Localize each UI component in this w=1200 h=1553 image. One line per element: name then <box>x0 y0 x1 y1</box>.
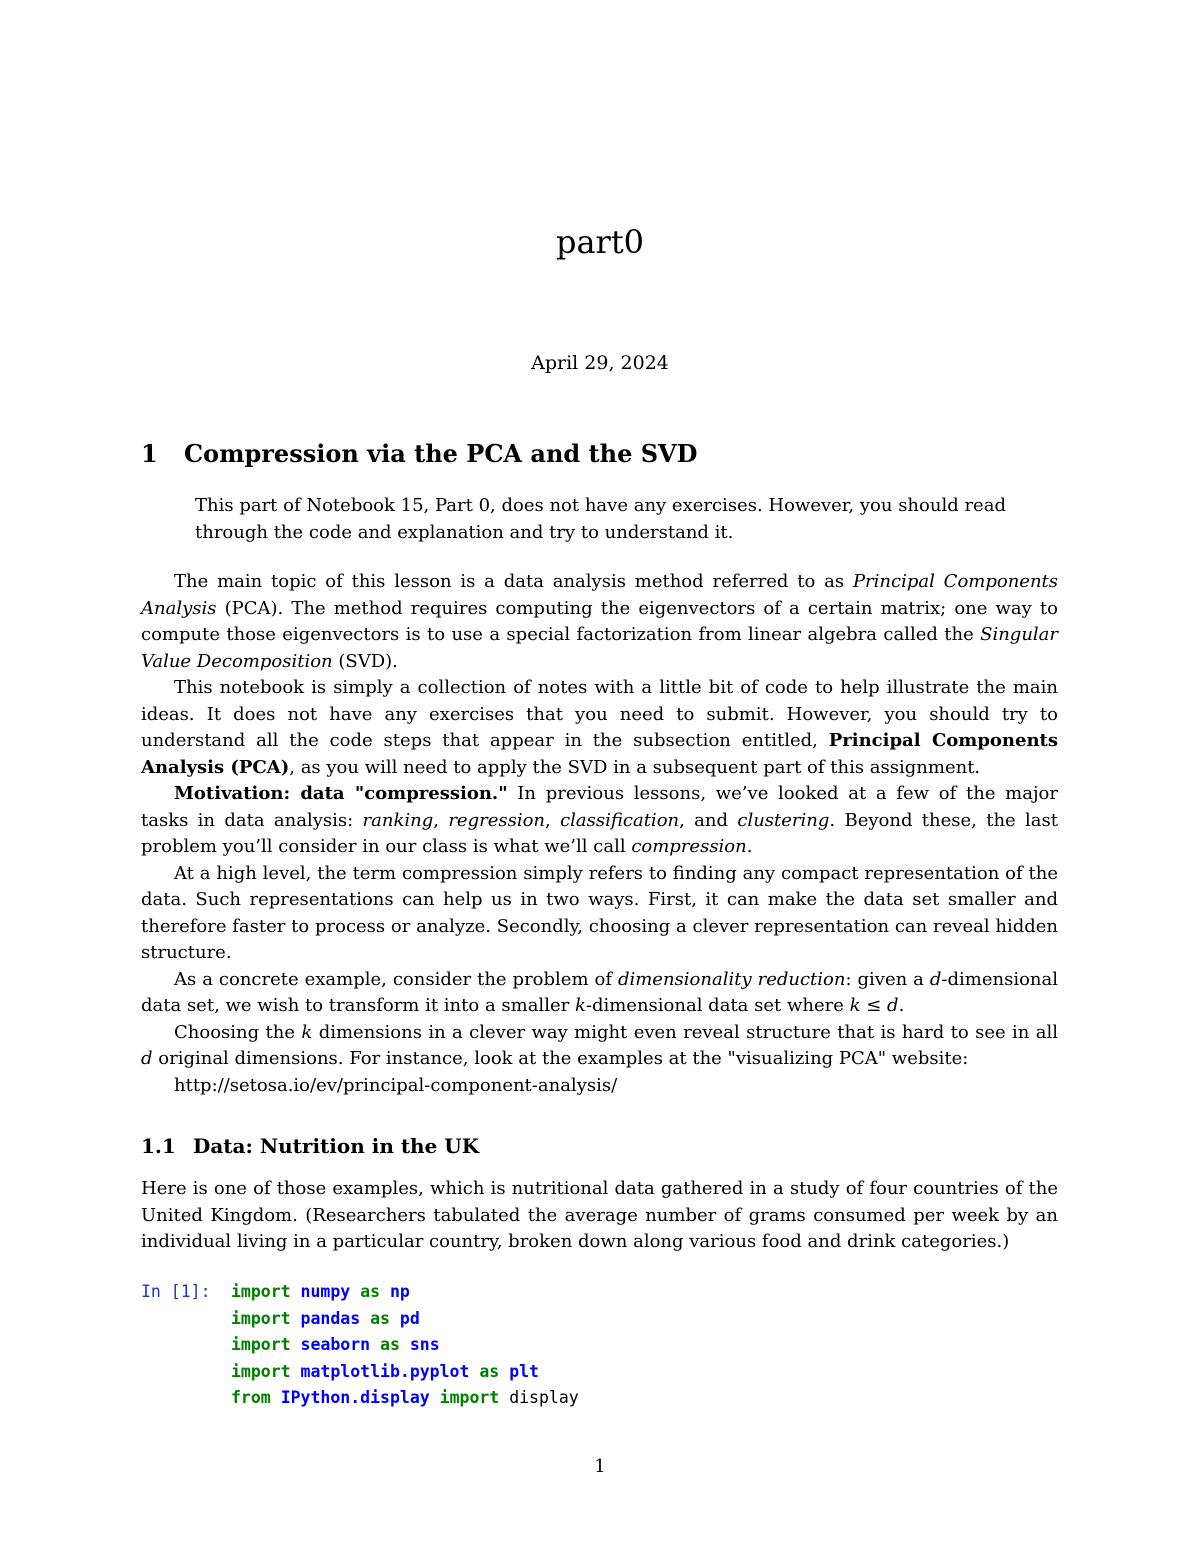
term-clustering: clustering <box>737 809 830 831</box>
text-run: original dimensions. For instance, look at the examples at the "visualizing PCA" website: <box>152 1048 969 1069</box>
module-alias: pd <box>399 1308 420 1328</box>
keyword: import <box>439 1388 500 1408</box>
text-run: -dimensional data set, we wish to transform it into a smaller <box>141 968 1058 1016</box>
math-leq: ≤ <box>860 995 888 1016</box>
code-line <box>141 1359 579 1386</box>
text-run: , and <box>679 809 738 831</box>
term-ranking: ranking <box>362 809 434 831</box>
math-var-d: d <box>887 995 899 1016</box>
math-var-k: k <box>574 995 586 1016</box>
term-compression: compression <box>631 836 747 857</box>
code-cell <box>141 1279 579 1412</box>
text-run: , as you will need to apply the SVD in a subsequent part of this assignment. <box>289 756 981 778</box>
text-run: . <box>746 836 753 857</box>
keyword: import <box>231 1335 291 1355</box>
code-space <box>291 1362 301 1381</box>
module-alias: plt <box>509 1361 539 1381</box>
keyword: import <box>231 1282 291 1301</box>
motivation-label: Motivation: data "compression." <box>174 783 508 804</box>
math-var-k: k <box>849 995 861 1016</box>
text-run: . <box>898 995 905 1016</box>
code-space <box>430 1388 440 1407</box>
code-space <box>291 1309 301 1328</box>
code-space <box>360 1309 370 1328</box>
keyword: from <box>231 1388 271 1408</box>
code-space <box>390 1309 400 1328</box>
text-run: : given a <box>845 968 930 990</box>
imported-name: display <box>509 1388 579 1408</box>
module-alias: np <box>389 1282 410 1301</box>
code-space <box>499 1362 509 1381</box>
code-space <box>400 1335 410 1354</box>
keyword: import <box>231 1308 291 1328</box>
keyword: as <box>380 1335 400 1355</box>
code-space <box>499 1388 509 1407</box>
code-line <box>141 1279 579 1306</box>
module-alias: sns <box>409 1335 440 1355</box>
module-name: pandas <box>300 1308 361 1328</box>
paragraph-motivation <box>141 781 1058 861</box>
setosa-link[interactable]: http://setosa.io/ev/principal-component-analysis/ <box>174 1074 618 1096</box>
term-pca: Principal Components Analysis <box>141 571 1059 619</box>
paragraph-notebook-purpose <box>141 675 1058 781</box>
code-space <box>271 1388 281 1407</box>
text-run: (PCA). The method requires computing the eigenvectors of a certain matrix; one way to compute those eigenvectors is to use a special factorization from linear algebra called the <box>141 597 1058 645</box>
code-space <box>370 1335 380 1354</box>
keyword: as <box>360 1282 381 1301</box>
section-number: 1 <box>141 439 158 468</box>
section-title: Compression via the PCA and the SVD <box>184 439 698 468</box>
document-title: part0 <box>555 223 645 261</box>
paragraph-nutrition-data: Here is one of those examples, which is nutritional data gathered in a study of four countries of the United Kingdom. (Researchers tabulated the average number of grams consumed per week by an individual living in a particular country, broken down along various food and drink categories.) <box>141 1178 1058 1252</box>
paragraph-dimensionality <box>141 967 1058 1020</box>
term-dimensionality-reduction: dimensionality reduction <box>617 968 846 990</box>
code-line <box>141 1332 579 1359</box>
term-classification: classification <box>560 809 680 831</box>
term-regression: regression <box>448 809 546 831</box>
math-var-d: d <box>141 1048 153 1069</box>
code-space <box>291 1282 301 1301</box>
text-run: Choosing the <box>174 1021 302 1043</box>
keyword: import <box>231 1361 291 1381</box>
text-run: In previous lessons, we’ve looked at a few of the major tasks in data analysis: <box>141 783 1058 831</box>
body-text <box>141 569 1058 1099</box>
text-run: , <box>545 809 561 831</box>
module-name: seaborn <box>300 1335 371 1355</box>
text-run: , <box>433 809 449 831</box>
code-space <box>380 1282 390 1301</box>
intro-note: This part of Notebook 15, Part 0, does not have any exercises. However, you should read through the code and explanation and try to understand it. <box>195 495 1006 543</box>
paragraph-compression-definition: At a high level, the term compression simply refers to finding any compact representation of the data. Such representations can help us in two ways. First, it can make the data set smaller and therefore faster to process or analyze. Secondly, choosing a clever representation can reveal hidden structure. <box>141 862 1058 963</box>
module-name: matplotlib.pyplot <box>300 1361 470 1381</box>
code-line <box>141 1306 579 1333</box>
text-run: This notebook is simply a collection of notes with a little bit of code to help illustrate the main ideas. It does not have any exercises that you need to submit. However, you should try to understand all the code steps that appear in the subsection entitled, <box>141 677 1058 751</box>
module-name: IPython.display <box>280 1388 430 1408</box>
text-run: The main topic of this lesson is a data analysis method referred to as <box>174 571 853 592</box>
code-space <box>291 1335 301 1354</box>
code-space <box>469 1362 479 1381</box>
keyword: as <box>370 1308 390 1328</box>
text-run: . Beyond these, the last problem you’ll consider in our class is what we’ll call <box>141 809 1058 857</box>
section-heading <box>141 438 697 470</box>
math-var-d: d <box>929 968 942 990</box>
subsection-heading <box>141 1132 479 1160</box>
document-date: April 29, 2024 <box>531 352 669 374</box>
math-var-k: k <box>301 1021 313 1043</box>
paragraph-pca-intro <box>141 569 1058 675</box>
code-space <box>350 1282 360 1301</box>
page-number: 1 <box>594 1456 606 1477</box>
text-run: -dimensional data set where <box>585 995 850 1016</box>
paragraph-visualizing <box>141 1020 1058 1073</box>
text-run: As a concrete example, consider the problem of <box>174 968 618 990</box>
subsection-reference: Principal Components Analysis (PCA) <box>141 730 1058 778</box>
module-name: numpy <box>300 1282 351 1301</box>
text-run: (SVD). <box>332 650 398 672</box>
keyword: as <box>479 1361 500 1381</box>
input-prompt: In [1]: <box>141 1282 211 1301</box>
code-line <box>141 1385 579 1412</box>
term-svd: Singular Value Decomposition <box>141 624 1058 672</box>
text-run: dimensions in a clever way might even reveal structure that is hard to see in all <box>312 1021 1058 1043</box>
subsection-title: Data: Nutrition in the UK <box>193 1134 480 1158</box>
subsection-number: 1.1 <box>141 1134 176 1158</box>
